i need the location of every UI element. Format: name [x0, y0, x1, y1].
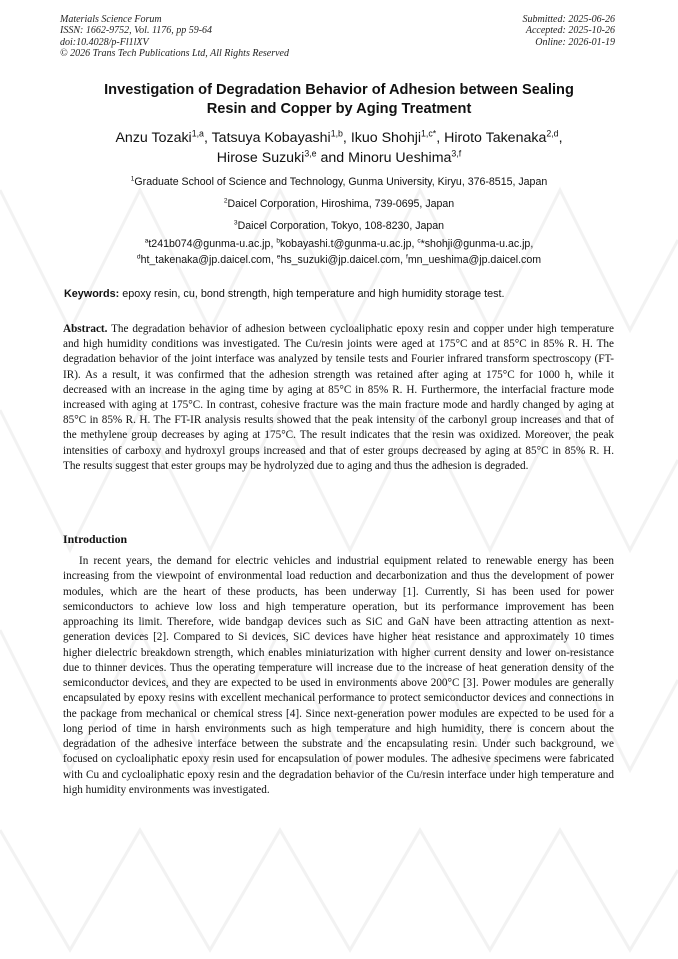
email-f[interactable]: $^f$mn_ueshima@jp.daicel.com: [406, 253, 542, 266]
section-heading-introduction: Introduction: [63, 532, 128, 546]
email-c[interactable]: $^c$*shohji@gunma-u.ac.jp: [417, 237, 531, 250]
author-2: Tatsuya Kobayashi$^{1,b}$: [211, 128, 343, 146]
email-e[interactable]: $^e$hs_suzuki@jp.daicel.com: [276, 253, 401, 266]
email-b[interactable]: $^b$kobayashi.t@gunma-u.ac.jp: [276, 237, 412, 250]
publication-info: [60, 14, 289, 60]
introduction-paragraph: In recent years, the demand for electric vehicles and industrial equipment related to renewable energy has been increasing from the viewpoint of environmental load reduction and decarbonization and thus the development of power modules, which are the heart of these products, has been underway [1]. Currently, Si has been used for power semiconductors to achieve low loss and high temperature operation, but its performance improvement has been approaching its limit. Therefore, wide bandgap devices such as SiC and GaN have been attracting attention as next-generation devices [2]. Compared to Si devices, SiC devices have higher heat resistance and approximately 10 times higher dielectric breakdown strength, which enables miniaturization with higher current density and lower on-resistance due to thinner devices. Thus the operating temperature will increase due to the increase of heat generation density of the semiconductor devices, and they are expected to be used in environments above 200°C [3]. Power modules are generally encapsulated by epoxy resins with excellent mechanical performance to protect semiconductor devices and connections in the package from mechanical or chemical stress [4]. Since next-generation power modules are expected to be used for a long period of time in harsh environments such as high temperature and high humidity, there is concern about the degradation of the adhesive interface between the substrate and the encapsulating resin. Under such background, we focused on cycloaliphatic epoxy resin used for encapsulation of power modules. The adhesive specimens were fabricated with Cu and cycloaliphatic epoxy resin and the degradation behavior of the Cu/resin interface under high temperature and high humidity environments was investigated.: [63, 555, 614, 796]
author-1: Anzu Tozaki$^{1,a}$: [115, 128, 204, 146]
email-list: $^a$t241b074@gunma-u.ac.jp, $^b$kobayashi.t@gunma-u.ac.jp, $^c$*shohji@gunma-u.ac.jp, $^d$ht_takenaka@jp.daicel.com, $^e$hs_suzuki@jp.daicel.com, $^f$mn_ueshima@jp.daicel.com: [136, 237, 542, 266]
email-a[interactable]: $^a$t241b074@gunma-u.ac.jp: [144, 237, 271, 250]
keywords-text: epoxy resin, cu, bond strength, high temperature and high humidity storage test.: [122, 288, 505, 300]
keywords-label: Keywords:: [64, 288, 120, 300]
abstract: [63, 322, 614, 474]
author-6: Minoru Ueshima$^{3,f}$: [348, 148, 462, 166]
abstract-text: The degradation behavior of adhesion between cycloaliphatic epoxy resin and copper under high temperature and high humidity conditions was investigated. The Cu/resin joints were aged at 175°C and at 85°C in 85% R. H. The degradation behavior of the joint interface was analyzed by tensile tests and Fourier infrared transform spectroscopy (FT-IR). As a result, it was confirmed that the adhesion strength was retained after aging at 175°C for 1000 h, while it decreased with an increase in the aging time by aging at 85°C in 85% R. H. Furthermore, the interfacial fracture mode increased with aging at 175°C. In contrast, cohesive fracture was the main fracture mode and hardly changed by aging at 85°C in 85% R. H. The FT-IR analysis results showed that the peak intensity of the carbonyl group increases and that of the methylene group decreases by aging at 175°C. The result indicates that the resin was oxidized. Moreover, the peak intensities of carboxy and hydroxyl groups increased and that of ester groups decreased by aging at 85°C in 85% R. H. The results suggest that ester groups may be hydrolyzed due to aging and thus the adhesion is degraded.: [63, 323, 614, 472]
affiliation-1: $^1$Graduate School of Science and Technology, Gunma University, Kiryu, 376-8515, Japan: [130, 175, 548, 188]
abstract-label: Abstract.: [63, 323, 108, 335]
online-date: Online: 2026-01-19: [535, 36, 615, 48]
title-line-1: Investigation of Degradation Behavior of Adhesion between Sealing: [104, 82, 574, 98]
affiliation-3: $^3$Daicel Corporation, Tokyo, 108-8230, Japan: [233, 219, 445, 232]
keywords: [64, 287, 620, 301]
author-5: Hirose Suzuki$^{3,e}$: [216, 148, 317, 166]
paper-title: [60, 81, 618, 118]
author-list: Anzu Tozaki$^{1,a}$, Tatsuya Kobayashi$^{1,b}$, Ikuo Shohji$^{1,c*}$, Hiroto Takenaka$^{2,d}$, Hirose Suzuki$^{3,e}$ and Minoru Ueshima$^{3,f}$: [115, 128, 563, 166]
journal-name: Materials Science Forum: [60, 14, 162, 25]
title-line-2: Resin and Copper by Aging Treatment: [206, 100, 472, 117]
dates-info: [523, 14, 616, 48]
doi-link[interactable]: doi:10.4028/p-Fl1lXV: [60, 36, 149, 48]
email-d[interactable]: $^d$ht_takenaka@jp.daicel.com: [136, 253, 271, 266]
accepted-date: Accepted: 2025-10-26: [525, 25, 615, 37]
affiliation-2: $^2$Daicel Corporation, Hiroshima, 739-0695, Japan: [223, 197, 455, 210]
copyright-line: © 2026 Trans Tech Publications Ltd, All Rights Reserved: [60, 48, 289, 60]
author-3: Ikuo Shohji$^{1,c*}$: [350, 128, 437, 146]
issn-line: ISSN: 1662-9752, Vol. 1176, pp 59-64: [60, 25, 213, 37]
author-4: Hiroto Takenaka$^{2,d}$: [444, 128, 559, 146]
submitted-date: Submitted: 2025-06-26: [522, 14, 615, 25]
